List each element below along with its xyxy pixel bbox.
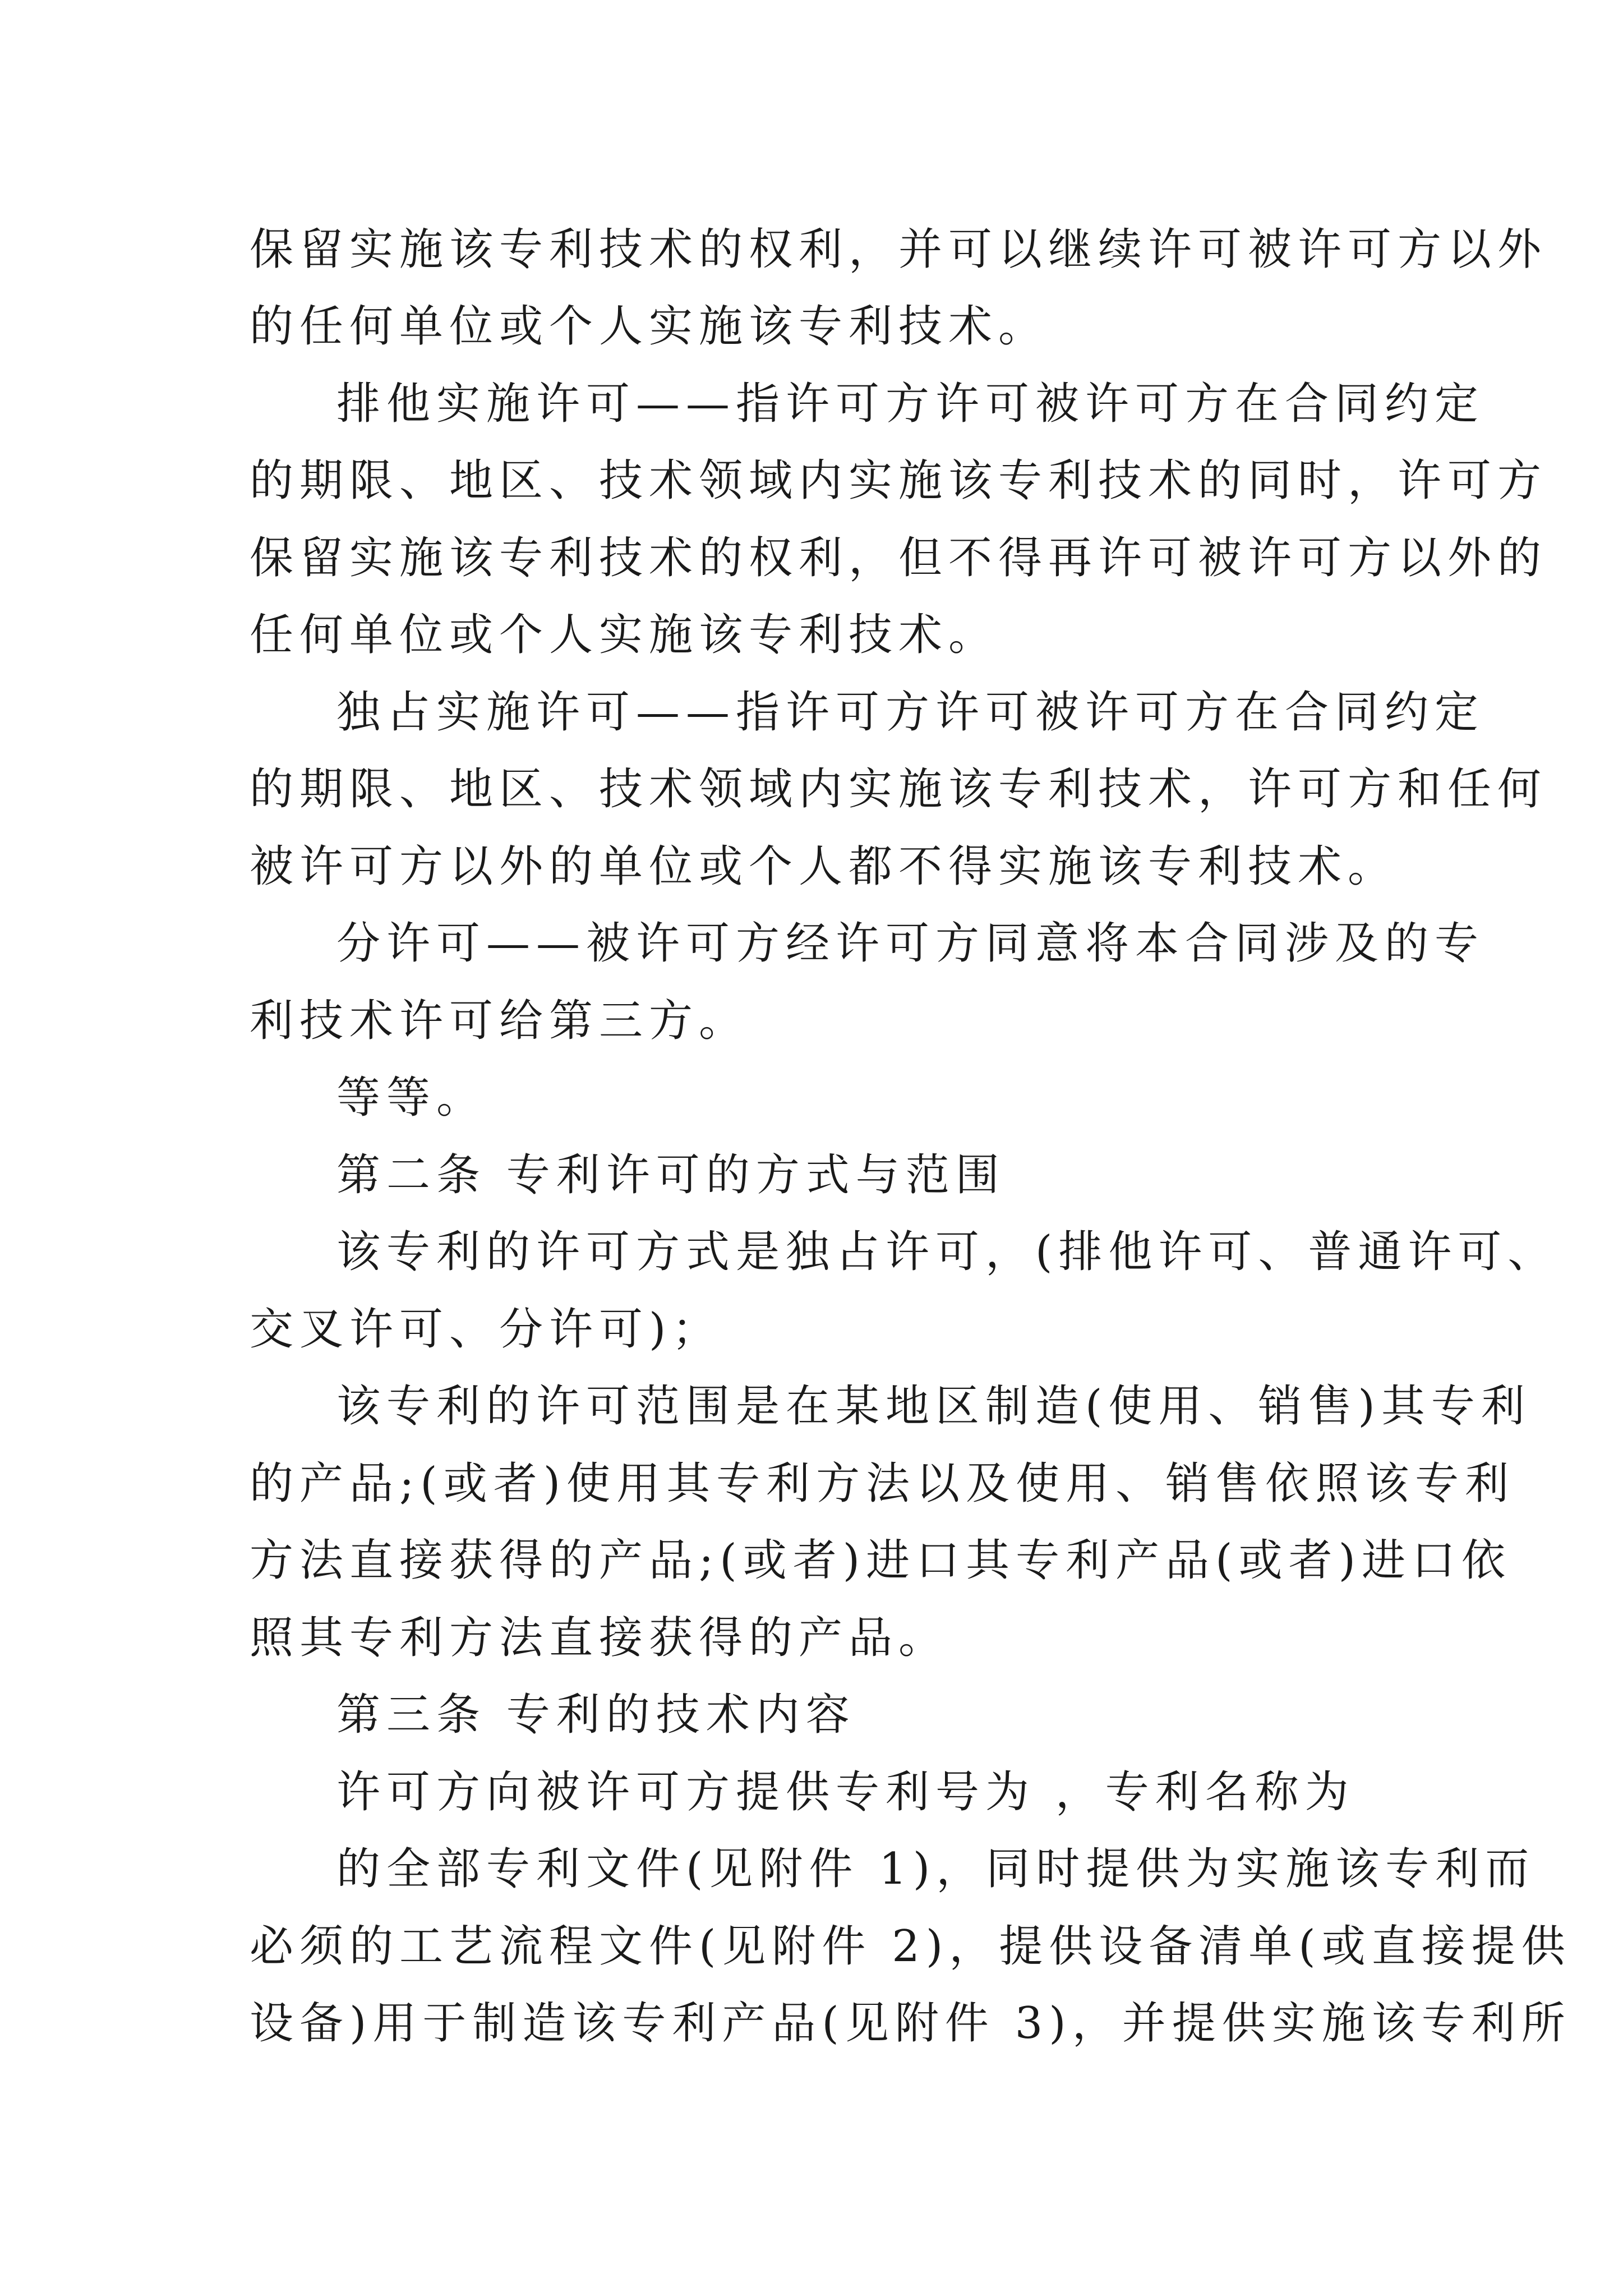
section-heading: 第二条 专利许可的方式与范围 <box>336 1150 1006 1200</box>
text-line: 利技术许可给第三方。 <box>250 996 749 1046</box>
text-line: 照其专利方法直接获得的产品。 <box>250 1613 949 1663</box>
text-line: 交叉许可、分许可)； <box>250 1304 722 1355</box>
text-line: 该专利的许可方式是独占许可，(排他许可、普通许可、 <box>336 1227 1558 1277</box>
text-line: 等等。 <box>336 1073 487 1123</box>
text-line: 分许可——被许可方经许可方同意将本合同涉及的专 <box>336 918 1485 969</box>
text-line: 许可方向被许可方提供专利号为 ，专利名称为 <box>336 1767 1355 1818</box>
text-line: 的期限、地区、技术领域内实施该专利技术，许可方和任何 <box>250 764 1548 815</box>
section-heading: 第三条 专利的技术内容 <box>336 1690 856 1740</box>
text-line: 任何单位或个人实施该专利技术。 <box>250 610 999 660</box>
text-line: 的全部专利文件(见附件 1)，同时提供为实施该专利而 <box>336 1844 1536 1894</box>
text-line: 独占实施许可——指许可方许可被许可方在合同约定 <box>336 687 1485 738</box>
text-line: 的期限、地区、技术领域内实施该专利技术的同时，许可方 <box>250 455 1548 506</box>
text-line: 的任何单位或个人实施该专利技术。 <box>250 301 1049 352</box>
text-line: 被许可方以外的单位或个人都不得实施该专利技术。 <box>250 841 1398 892</box>
text-line: 方法直接获得的产品;(或者)进口其专利产品(或者)进口依 <box>250 1535 1512 1586</box>
text-line: 必须的工艺流程文件(见附件 2)，提供设备清单(或直接提供 <box>250 1921 1571 1972</box>
text-line: 设备)用于制造该专利产品(见附件 3)，并提供实施该专利所 <box>250 1998 1571 2049</box>
text-line: 的产品;(或者)使用其专利方法以及使用、销售依照该专利 <box>250 1458 1515 1509</box>
text-line: 保留实施该专利技术的权利，并可以继续许可被许可方以外 <box>250 224 1548 275</box>
text-line: 保留实施该专利技术的权利，但不得再许可被许可方以外的 <box>250 533 1548 583</box>
text-line: 该专利的许可范围是在某地区制造(使用、销售)其专利 <box>336 1381 1531 1432</box>
text-line: 排他实施许可——指许可方许可被许可方在合同约定 <box>336 379 1485 429</box>
